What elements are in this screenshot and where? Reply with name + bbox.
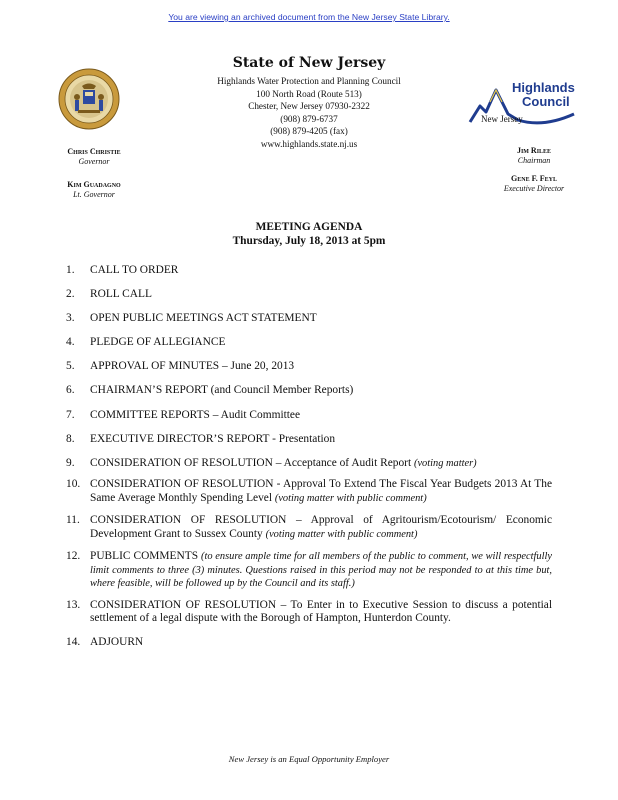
agenda-item-number: 6. bbox=[66, 384, 75, 397]
chairman-title: Chairman bbox=[517, 156, 551, 165]
logo-line-2: Council bbox=[522, 94, 570, 109]
agenda-item-title: ADJOURN bbox=[90, 635, 144, 648]
executive-director-block bbox=[484, 174, 584, 194]
agenda-item bbox=[66, 636, 552, 650]
governor-title: Governor bbox=[78, 157, 110, 166]
agenda-item-title: CALL TO ORDER bbox=[90, 264, 179, 276]
lt-governor-name: Kim Guadagno bbox=[67, 180, 121, 189]
website: www.highlands.state.nj.us bbox=[260, 138, 358, 149]
agenda-item-number: 5. bbox=[66, 360, 75, 373]
agenda-item-number: 8. bbox=[66, 432, 75, 445]
agenda-item bbox=[66, 550, 552, 591]
state-title: State of New Jersey bbox=[232, 55, 386, 71]
agenda-item bbox=[66, 514, 552, 541]
fax: (908) 879-4205 (fax) bbox=[270, 126, 348, 137]
agenda-title: MEETING AGENDA bbox=[255, 221, 363, 233]
agenda-item-number: 13. bbox=[66, 598, 81, 611]
agenda-item-title: COMMITTEE REPORTS – Audit Committee bbox=[90, 408, 301, 421]
address-line-1: 100 North Road (Route 513) bbox=[256, 88, 362, 99]
agenda-item-text bbox=[90, 457, 552, 471]
agenda-list bbox=[66, 264, 552, 649]
agenda-item-text bbox=[90, 384, 552, 398]
agenda-item-number: 10. bbox=[66, 478, 81, 491]
agenda-item-title: ROLL CALL bbox=[90, 288, 152, 301]
agenda-item-title: CONSIDERATION OF RESOLUTION – To Enter in to Executive Session to discuss a potential settlement of a legal dispute with the Borough of Hampton, Hunterdon County. bbox=[90, 598, 552, 625]
agenda-item bbox=[66, 433, 552, 447]
agenda-item-text bbox=[90, 550, 552, 591]
chairman-block bbox=[484, 146, 584, 166]
governor-name: Chris Christie bbox=[67, 147, 121, 156]
agenda-item-text bbox=[90, 636, 552, 650]
agenda-item-title: PLEDGE OF ALLEGIANCE bbox=[90, 336, 226, 349]
logo-state-label: New Jersey bbox=[481, 114, 523, 124]
agenda-item-text bbox=[90, 312, 552, 326]
archive-notice-link[interactable]: You are viewing an archived document from the New Jersey State Library. bbox=[168, 12, 450, 22]
agenda-item-title: CONSIDERATION OF RESOLUTION – Acceptance of Audit Report bbox=[90, 456, 412, 469]
agenda-item bbox=[66, 384, 552, 398]
agenda-item-note: (voting matter with public comment) bbox=[265, 528, 418, 540]
agenda-heading bbox=[0, 220, 618, 248]
agenda-item-title: EXECUTIVE DIRECTOR’S REPORT - Presentation bbox=[90, 432, 336, 445]
agenda-item-number: 3. bbox=[66, 312, 75, 325]
address-line-2: Chester, New Jersey 07930-2322 bbox=[248, 101, 370, 112]
agenda-item-text bbox=[90, 288, 552, 302]
logo-line-1: Highlands bbox=[512, 80, 575, 95]
agenda-item-title: OPEN PUBLIC MEETINGS ACT STATEMENT bbox=[90, 312, 317, 325]
agenda-item bbox=[66, 336, 552, 350]
governor-block bbox=[46, 147, 142, 167]
executive-director-title: Executive Director bbox=[503, 184, 565, 193]
agenda-item-title: PUBLIC COMMENTS bbox=[90, 550, 199, 563]
chairman-name: Jim Rilee bbox=[516, 146, 552, 155]
agenda-item-number: 11. bbox=[66, 514, 80, 527]
agenda-item-text bbox=[90, 336, 552, 350]
agenda-item bbox=[66, 409, 552, 423]
agenda-item-text bbox=[90, 599, 552, 626]
agenda-item-text bbox=[90, 360, 552, 374]
agenda-item bbox=[66, 312, 552, 326]
agenda-item-text bbox=[90, 514, 552, 541]
agenda-item-note: (voting matter) bbox=[413, 457, 477, 469]
agenda-item-text bbox=[90, 433, 552, 447]
agenda-item-number: 14. bbox=[66, 635, 81, 648]
agenda-item bbox=[66, 478, 552, 505]
phone: (908) 879-6737 bbox=[280, 113, 338, 124]
agenda-item-number: 9. bbox=[66, 456, 75, 469]
agenda-item-title: CHAIRMAN’S REPORT (and Council Member Reports) bbox=[90, 384, 354, 397]
org-name: Highlands Water Protection and Planning Council bbox=[217, 76, 401, 86]
agenda-item bbox=[66, 360, 552, 374]
agenda-item-number: 4. bbox=[66, 336, 75, 349]
agenda-item-title: CONSIDERATION OF RESOLUTION - Approval To Extend The Fiscal Year Budgets 2013 At The Same Average Monthly Spending Level bbox=[90, 478, 552, 504]
agenda-item-number: 7. bbox=[66, 408, 75, 421]
agenda-item-number: 1. bbox=[66, 264, 75, 276]
agenda-item-title: CONSIDERATION OF RESOLUTION – Approval of Agritourism/Ecotourism/ Economic Development Grant to Sussex County bbox=[90, 514, 552, 540]
footer-eoe: New Jersey is an Equal Opportunity Employer bbox=[228, 754, 390, 764]
agenda-item bbox=[66, 457, 552, 471]
agenda-item-text bbox=[90, 409, 552, 423]
executive-director-name: Gene F. Feyl bbox=[511, 174, 557, 183]
agenda-item bbox=[66, 264, 552, 278]
agenda-item-text bbox=[90, 478, 552, 505]
agenda-item-number: 12. bbox=[66, 550, 81, 563]
lt-governor-title: Lt. Governor bbox=[73, 190, 115, 199]
agenda-item-note: (to ensure ample time for all members of the public to comment, we will respectfully limit comments to three (3) minutes. Questions raised in this period may not be responded to at this time but, where feasible, will be followed up by the Council and its staff.) bbox=[90, 551, 552, 590]
agenda-item-text bbox=[90, 264, 552, 278]
agenda-item bbox=[66, 599, 552, 626]
agenda-item-note: (voting matter with public comment) bbox=[274, 492, 427, 504]
agenda-item-number: 2. bbox=[66, 288, 75, 301]
agenda-item bbox=[66, 288, 552, 302]
agenda-item-title: APPROVAL OF MINUTES – June 20, 2013 bbox=[90, 360, 295, 373]
agenda-date: Thursday, July 18, 2013 at 5pm bbox=[232, 235, 386, 247]
lt-governor-block bbox=[46, 180, 142, 200]
